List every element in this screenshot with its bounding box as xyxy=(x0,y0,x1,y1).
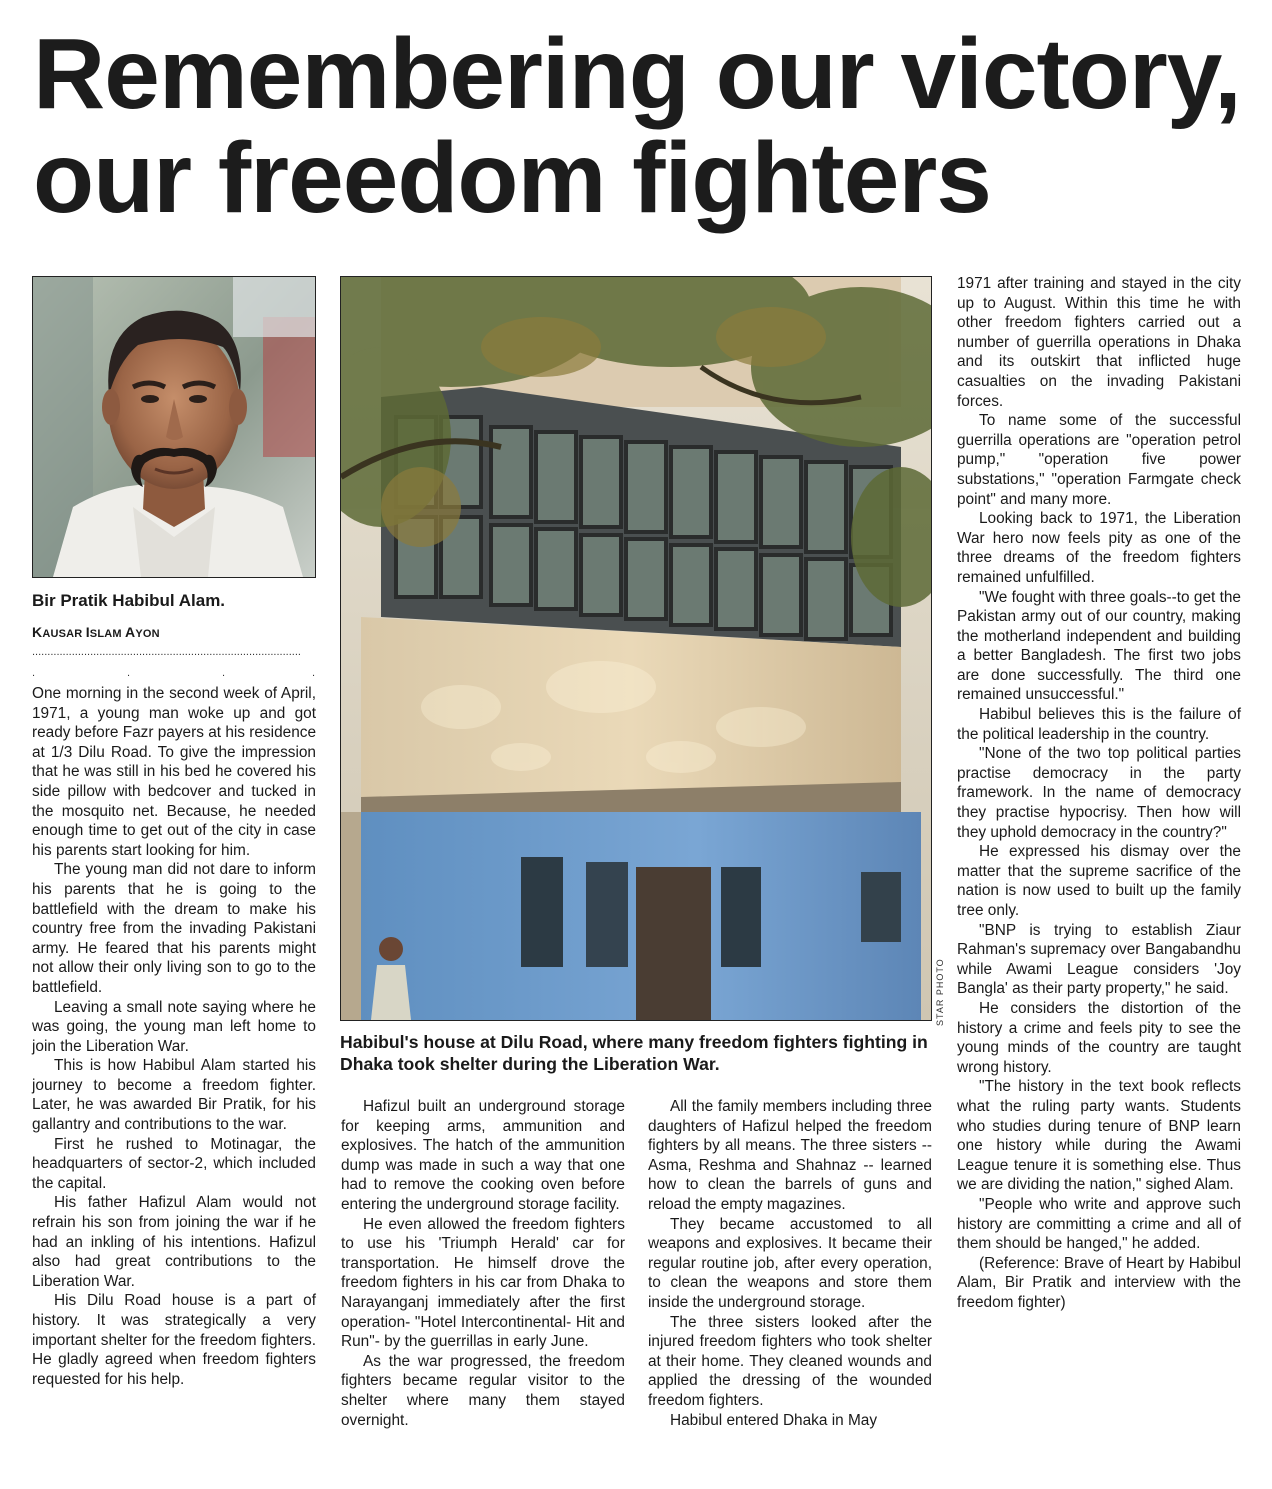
paragraph: He even allowed the freedom fighters to use his 'Triumph Herald' car for transportation. He himself drove the freedom fighters in his car from Dhaka to Narayanganj immediately after the first operation- "Hotel Intercontinental- Hit and Run"- by the guerrillas in early June. xyxy=(341,1215,625,1351)
headline-line-2: our freedom fighters xyxy=(33,122,991,234)
paragraph: Habibul believes this is the failure of the political leadership in the country. xyxy=(957,706,1241,743)
separator-dot: . xyxy=(32,667,36,679)
paragraph: Habibul entered Dhaka in May xyxy=(670,1411,878,1429)
byline-part-1: AUSAR xyxy=(42,628,86,640)
byline-initial-k: K xyxy=(32,624,43,640)
paragraph: "The history in the text book reflects what the ruling party wants. Students who studies during tenure of BNP learn one history while during the Awami League tenure it is something else. Thus we are dividing the nation," sighed Alam. xyxy=(957,1078,1241,1194)
dotted-separator: ........................................................................................ xyxy=(32,646,301,658)
article-column-2 xyxy=(341,1097,625,1430)
photo-credit: STAR PHOTO xyxy=(935,958,945,1026)
headline xyxy=(33,18,1253,234)
paragraph: "We fought with three goals--to get the Pakistan army out of our country, making the motherland independent and building a better Bangladesh. The first two jobs are done successfully. The third one remained unsuccessful." xyxy=(957,588,1241,704)
paragraph: He considers the distortion of the history a crime and feels pity to see the young minds of the country are taught wrong history. xyxy=(957,999,1241,1076)
separator-dot: . xyxy=(127,667,131,679)
article-column-1 xyxy=(32,684,316,1389)
house-photo xyxy=(340,276,932,1021)
paragraph: Hafizul built an underground storage for keeping arms, ammunition and explosives. The hatch of the ammunition dump was made in such a way that one had to remove the cooking oven before entering the underground storage facility. xyxy=(341,1098,625,1213)
byline-part-3: YON xyxy=(135,628,160,640)
paragraph: All the family members including three daughters of Hafizul helped the freedom fighters by all means. The three sisters -- Asma, Reshma and Shahnaz -- learned how to clean the barrels of guns and reload the empty magazines. xyxy=(648,1098,932,1213)
paragraph: First he rushed to Motinagar, the headquarters of sector-2, which included the capital. xyxy=(32,1135,316,1192)
man-portrait-photo-icon xyxy=(33,277,315,577)
house-photo-caption: Habibul's house at Dilu Road, where many freedom fighters fighting in Dhaka took shelter during the Liberation War. xyxy=(340,1032,928,1074)
paragraph: 1971 after training and stayed in the city up to August. Within this time he with other freedom fighters carried out a number of guerrilla operations in Dhaka and its outskirt that inflicted huge casualties on the invading Pakistani forces. xyxy=(957,275,1241,410)
portrait-caption: Bir Pratik Habibul Alam. xyxy=(32,591,226,610)
paragraph: The young man did not dare to inform his parents that he is going to the battlefield with the dream to make his country free from the invading Pakistani army. He feared that his parents might not allow their only living son to go to the battlefield. xyxy=(32,861,316,996)
paragraph: To name some of the successful guerrilla operations are "operation petrol pump," "operation five power substations," "operation Farmgate check point" and many more. xyxy=(957,412,1241,508)
article-column-3 xyxy=(648,1097,932,1430)
paragraph: As the war progressed, the freedom fighters became regular visitor to the shelter where many them stayed overnight. xyxy=(341,1352,625,1429)
house-photo-icon xyxy=(341,277,931,1020)
separator-dot: . xyxy=(222,667,226,679)
paragraph: The three sisters looked after the injured freedom fighters who took shelter at their home. They cleaned wounds and applied the dressing of the wounded freedom fighters. xyxy=(648,1313,932,1409)
paragraph: "People who write and approve such history are committing a crime and all of them should be hanged," he added. xyxy=(957,1195,1241,1253)
byline-initial-i: I xyxy=(85,624,90,640)
paragraph: "BNP is trying to establish Ziaur Rahman's supremacy over Bangabandhu while Awami League considers 'Joy Bangla' as their party property," he said. xyxy=(957,921,1241,998)
paragraph: "None of the two top political parties practise democracy in the party framework. In the name of democracy they practise hypocrisy. Then how will they uphold democracy in the country?" xyxy=(957,745,1241,841)
paragraph: This is how Habibul Alam started his journey to become a freedom fighter. Later, he was awarded Bir Pratik, for his gallantry and contributions to the war. xyxy=(32,1057,316,1134)
paragraph: One morning in the second week of April, 1971, a young man woke up and got ready before Fazr payers at his residence at 1/3 Dilu Road. To give the impression that he was still in his bed he covered his side pillow with bedcover and tucked in the mosquito net. Because, he needed enough time to get out of the city in case his parents start looking for him. xyxy=(32,685,317,859)
paragraph: Leaving a small note saying where he was going, the young man left home to join the Liberation War. xyxy=(32,998,316,1055)
article-column-4 xyxy=(957,274,1241,1312)
paragraph: His father Hafizul Alam would not refrain his son from joining the war if he had an inkling of his intentions. Hafizul also had great contributions to the Liberation War. xyxy=(32,1194,316,1290)
paragraph: He expressed his dismay over the matter that the supreme sacrifice of the nation is now used to built up the family tree only. xyxy=(957,843,1241,919)
headline-line-1: Remembering our victory, xyxy=(33,18,1241,130)
paragraph: His Dilu Road house is a part of history. It was strategically a very important shelter for the freedom fighters. He gladly agreed when freedom fighters requested for his help. xyxy=(32,1292,316,1388)
paragraph: They became accustomed to all weapons and explosives. It became their regular routine job, after every operation, to clean the weapons and store them inside the underground storage. xyxy=(648,1215,932,1311)
paragraph: (Reference: Brave of Heart by Habibul Alam, Bir Pratik and interview with the freedom fighter) xyxy=(957,1254,1241,1311)
byline-initial-a: A xyxy=(125,624,136,640)
separator-dot: . xyxy=(312,667,316,679)
byline-part-2: SLAM xyxy=(89,628,126,640)
dot-row xyxy=(32,667,316,681)
portrait-photo xyxy=(32,276,316,578)
byline xyxy=(32,624,322,640)
paragraph: Looking back to 1971, the Liberation War hero now feels pity as one of the three dreams of the freedom fighters remained unfulfilled. xyxy=(957,510,1241,586)
